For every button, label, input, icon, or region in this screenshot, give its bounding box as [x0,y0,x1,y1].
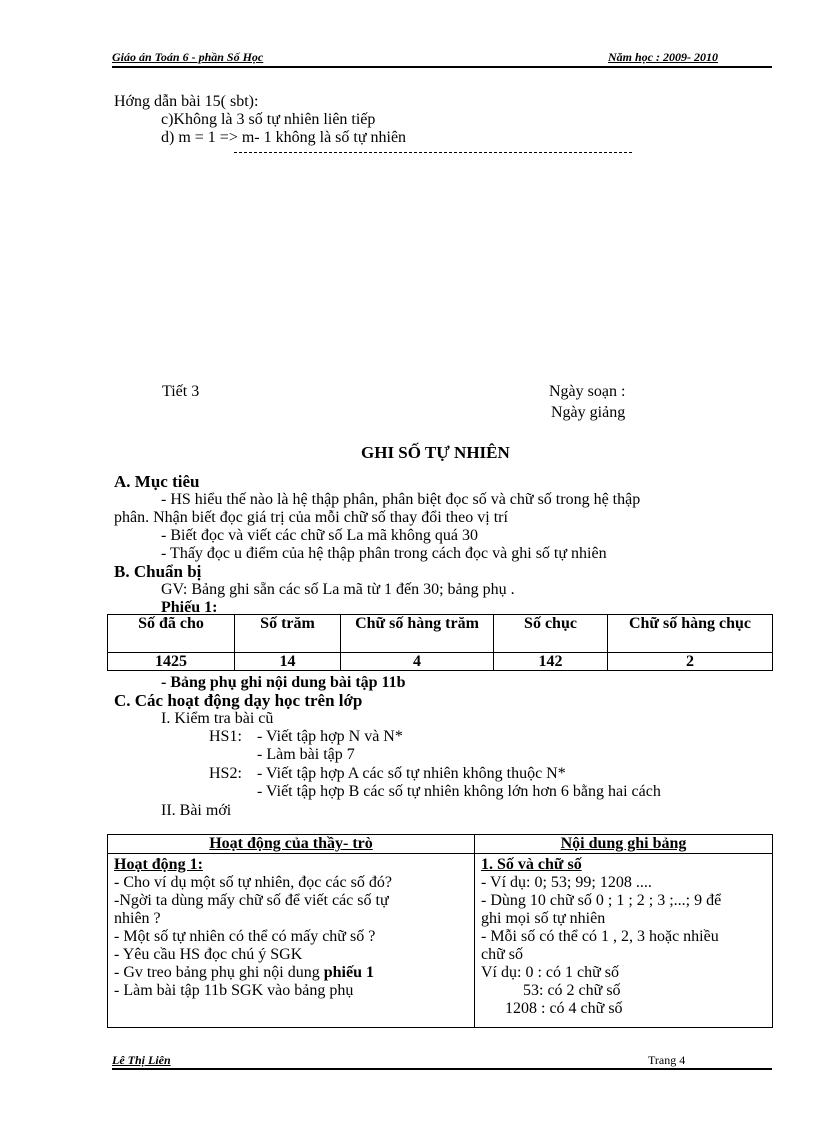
activity-1-title: Hoạt động 1: [114,856,203,873]
worksheet-table [107,614,773,671]
content-line: ghi mọi số tự nhiên [481,910,606,927]
hs2-label: HS2: [209,765,242,782]
check-old-lesson: I. Kiểm tra bài cũ [161,710,274,727]
objective-line-2: phân. Nhận biết đọc giá trị của mỗi chữ số thay đổi theo vị trí [114,509,508,526]
objective-line-3: - Biết đọc và viết các chữ số La mã không quá 30 [161,527,479,544]
content-cell [475,854,773,1028]
th-tens: Số chục [494,615,608,653]
th-given-number: Số đã cho [108,615,235,653]
header-title: Giáo án Toán 6 - phần Số Học [112,50,264,64]
guide-line-c: c)Không là 3 số tự nhiên liên tiếp [161,111,376,128]
lesson-title: GHI SỐ TỰ NHIÊN [361,443,510,462]
activity-line: -Ngời ta dùng mấy chữ số để viết các số tự [114,892,389,909]
objective-line-1: - HS hiểu thế nào là hệ thập phân, phân biệt đọc số và chữ số trong hệ thập [161,491,641,508]
th-hundreds: Số trăm [235,615,341,653]
content-line: - Ví dụ: 0; 53; 99; 1208 .... [481,874,652,891]
activity-line: nhiên ? [114,910,161,927]
header-school-year: Năm học : 2009- 2010 [608,50,718,64]
activities-cell [108,854,475,1028]
separator-dashes [234,152,632,153]
teacher-prep: GV: Bảng ghi sẵn các số La mã từ 1 đến 30; bảng phụ . [161,581,515,598]
section-b-heading: B. Chuẩn bị [114,562,202,581]
guide-line-d: d) m = 1 => m- 1 không là số tự nhiên [161,129,407,146]
footer-author: Lê Thị Liên [112,1053,171,1067]
td-given-number: 1425 [108,653,235,671]
hs2-task-a: - Viết tập hợp A các số tự nhiên không thuộc N* [257,765,566,782]
td-tens-digit: 2 [608,653,773,671]
col-activities-head: Hoạt động của thầy- trò [108,835,475,854]
activity-line: - Yêu cầu HS đọc chú ý SGK [114,946,303,963]
hs1-task-a: - Viết tập hợp N và N* [257,728,403,745]
activity-line: - Cho ví dụ một số tự nhiên, đọc các số đó? [114,874,392,891]
activity-line: - Làm bài tập 11b SGK vào bảng phụ [114,982,354,999]
td-hundreds: 14 [235,653,341,671]
section-a-heading: A. Mục tiêu [114,472,200,491]
activity-line: - Một số tự nhiên có thể có mấy chữ số ? [114,928,376,945]
teach-date-label: Ngày giảng [551,404,626,421]
td-tens: 142 [494,653,608,671]
content-line: Ví dụ: 0 : có 1 chữ số [481,964,619,981]
content-title: 1. Số và chữ số [481,856,582,873]
activity-line: - Gv treo bảng phụ ghi nội dung phiếu 1 [114,964,374,981]
activity-table [107,834,773,1028]
hs2-task-b: - Viết tập hợp B các số tự nhiên không lớn hơn 6 bằng hai cách [257,783,661,800]
content-line: - Mỗi số có thể có 1 , 2, 3 hoặc nhiều [481,928,719,945]
content-line: - Dùng 10 chữ số 0 ; 1 ; 2 ; 3 ;...; 9 để [481,892,722,909]
new-lesson: II. Bài mới [161,802,232,819]
worksheet-ref: phiếu 1 [323,964,374,981]
content-line: chữ số [481,946,523,963]
footer-rule [112,1068,772,1070]
content-line: 53: có 2 chữ số [523,982,621,999]
th-hundreds-digit: Chữ số hàng trăm [341,615,494,653]
objective-line-4: - Thấy đọc u điểm của hệ thập phân trong cách đọc và ghi số tự nhiên [161,545,607,562]
td-hundreds-digit: 4 [341,653,494,671]
guide-title: Hớng dẫn bài 15( sbt): [114,93,259,110]
prep-date-label: Ngày soạn : [549,383,626,400]
hs1-task-b: - Làm bài tập 7 [257,746,355,763]
hs1-label: HS1: [209,728,242,745]
content-line: 1208 : có 4 chữ số [505,1000,623,1017]
header-rule [112,66,772,68]
th-tens-digit: Chữ số hàng chục [608,615,773,653]
lesson-period: Tiết 3 [162,383,200,400]
col-content-head: Nội dung ghi bảng [475,835,773,854]
footer-page-number: Trang 4 [648,1053,686,1067]
section-c-heading: C. Các hoạt động dạy học trên lớp [114,691,363,710]
worksheet-label: Phiếu 1: [161,599,218,616]
board-note: - Bảng phụ ghi nội dung bài tập 11b [161,674,406,691]
